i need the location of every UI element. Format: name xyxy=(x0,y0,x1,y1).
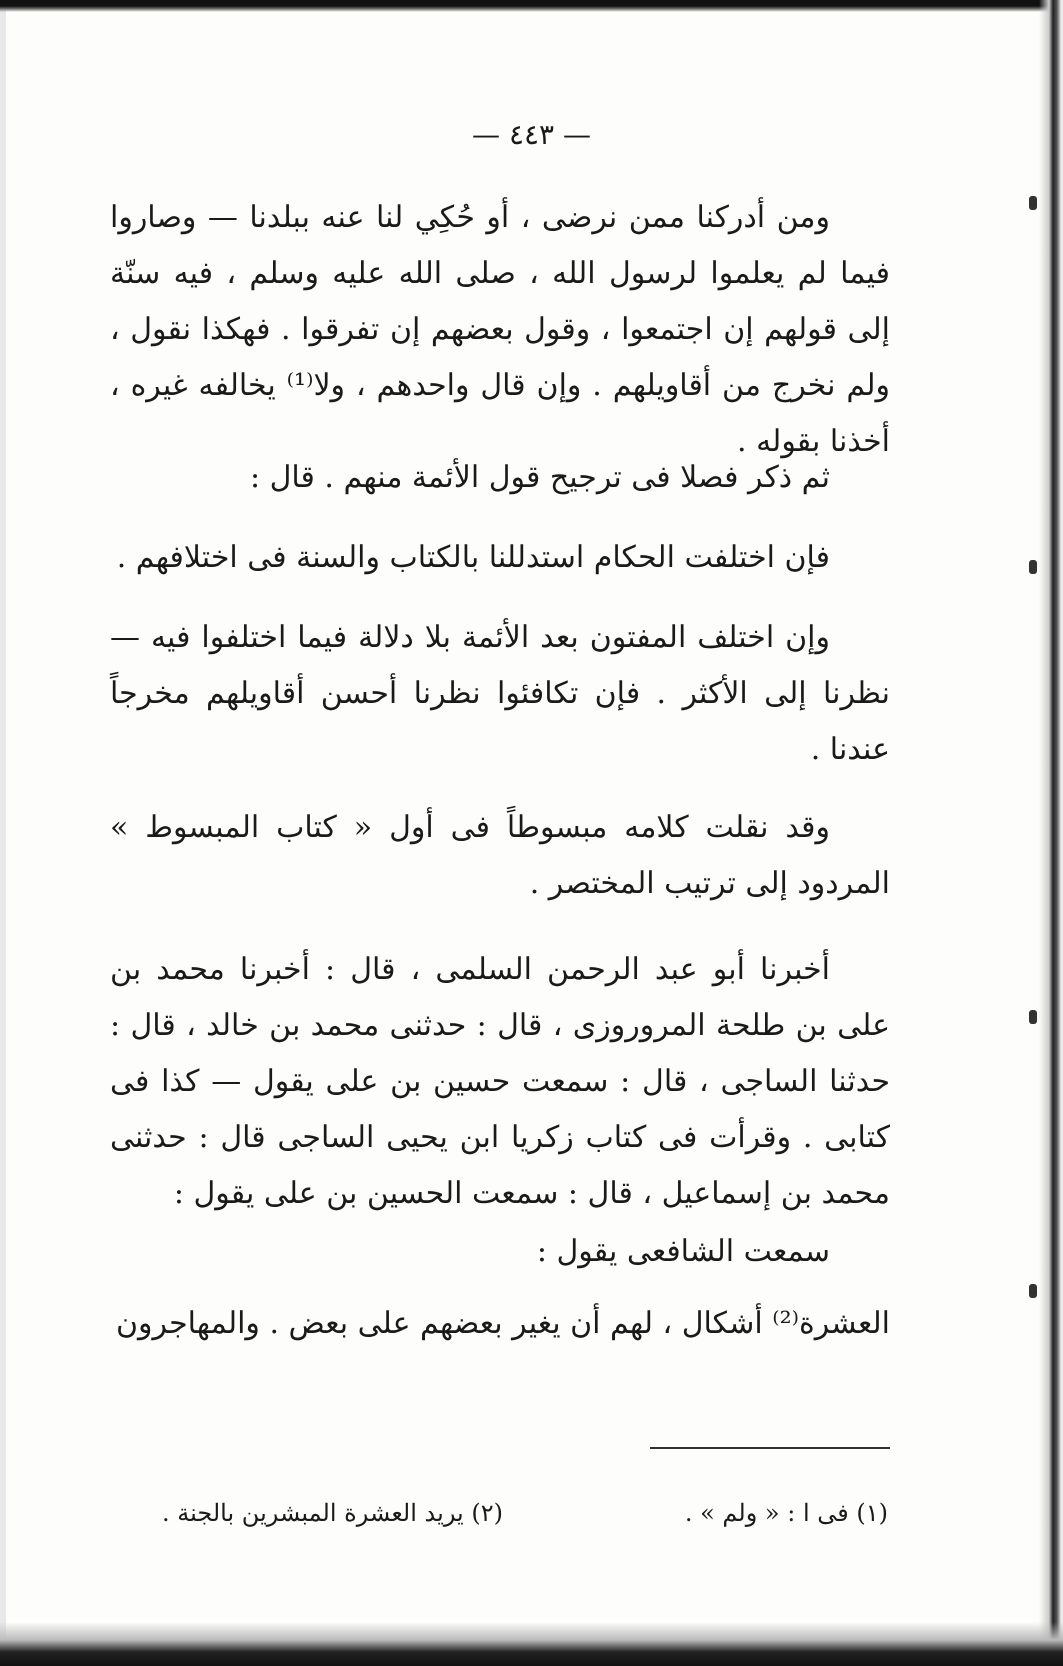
paragraph-7: سمعت الشافعى يقول : xyxy=(536,1234,830,1269)
paragraph-2: ثم ذكر فصلا فى ترجيح قول الأئمة منهم . قال : xyxy=(249,460,830,495)
margin-mark xyxy=(1029,196,1037,210)
footnote-separator xyxy=(650,1447,890,1449)
paragraph-1: ومن أدركنا ممن نرضى ، أو حُكِي لنا عنه ببلدنا — وصاروا فيما لم يعلموا لرسول الله ، صلى الله عليه وسلم ، فيه سنّة إلى قولهم إن اجتمعوا ، وقول بعضهم إن تفرقوا . فهكذا نقول ، ولم نخرج من أقاويلهم . وإن قال واحدهم ، ولا⁽¹⁾ يخالفه غيره ، أخذنا بقوله . xyxy=(110,200,890,459)
paragraph-5: وقد نقلت كلامه مبسوطاً فى أول « كتاب المبسوط » المردود إلى ترتيب المختصر . xyxy=(110,810,890,901)
paragraph-4: وإن اختلف المفتون بعد الأئمة بلا دلالة فيما اختلفوا فيه — نظرنا إلى الأكثر . فإن تكافئوا نظرنا أحسن أقاويلهم مخرجاً عندنا . xyxy=(110,620,890,767)
bottom-scan-edge xyxy=(0,1622,1063,1666)
margin-mark xyxy=(1029,1284,1037,1298)
page-number: — ٤٤٣ — xyxy=(472,118,591,151)
footnote-1: (١) فى ا : « ولم » . xyxy=(684,1499,888,1527)
margin-mark xyxy=(1029,560,1037,574)
paragraph-6: أخبرنا أبو عبد الرحمن السلمى ، قال : أخبرنا محمد بن على بن طلحة المروروزى ، قال : حدثنى محمد بن خالد ، قال : حدثنا الساجى ، قال : سمعت حسين بن على يقول — كذا فى كتابى . وقرأت فى كتاب زكريا ابن يحيى الساجى قال : حدثنى محمد بن إسماعيل ، قال : سمعت الحسين بن على يقول : xyxy=(110,952,890,1211)
left-page-edge xyxy=(0,0,6,1666)
margin-mark xyxy=(1029,1010,1037,1024)
book-spine-edge xyxy=(1039,0,1063,1666)
top-scan-edge xyxy=(0,0,1063,12)
footnote-2: (٢) يريد العشرة المبشرين بالجنة . xyxy=(162,1499,503,1527)
paragraph-3: فإن اختلفت الحكام استدللنا بالكتاب والسنة فى اختلافهم . xyxy=(116,540,830,575)
paragraph-8: العشرة⁽²⁾ أشكال ، لهم أن يغير بعضهم على بعض . والمهاجرون xyxy=(116,1306,890,1341)
